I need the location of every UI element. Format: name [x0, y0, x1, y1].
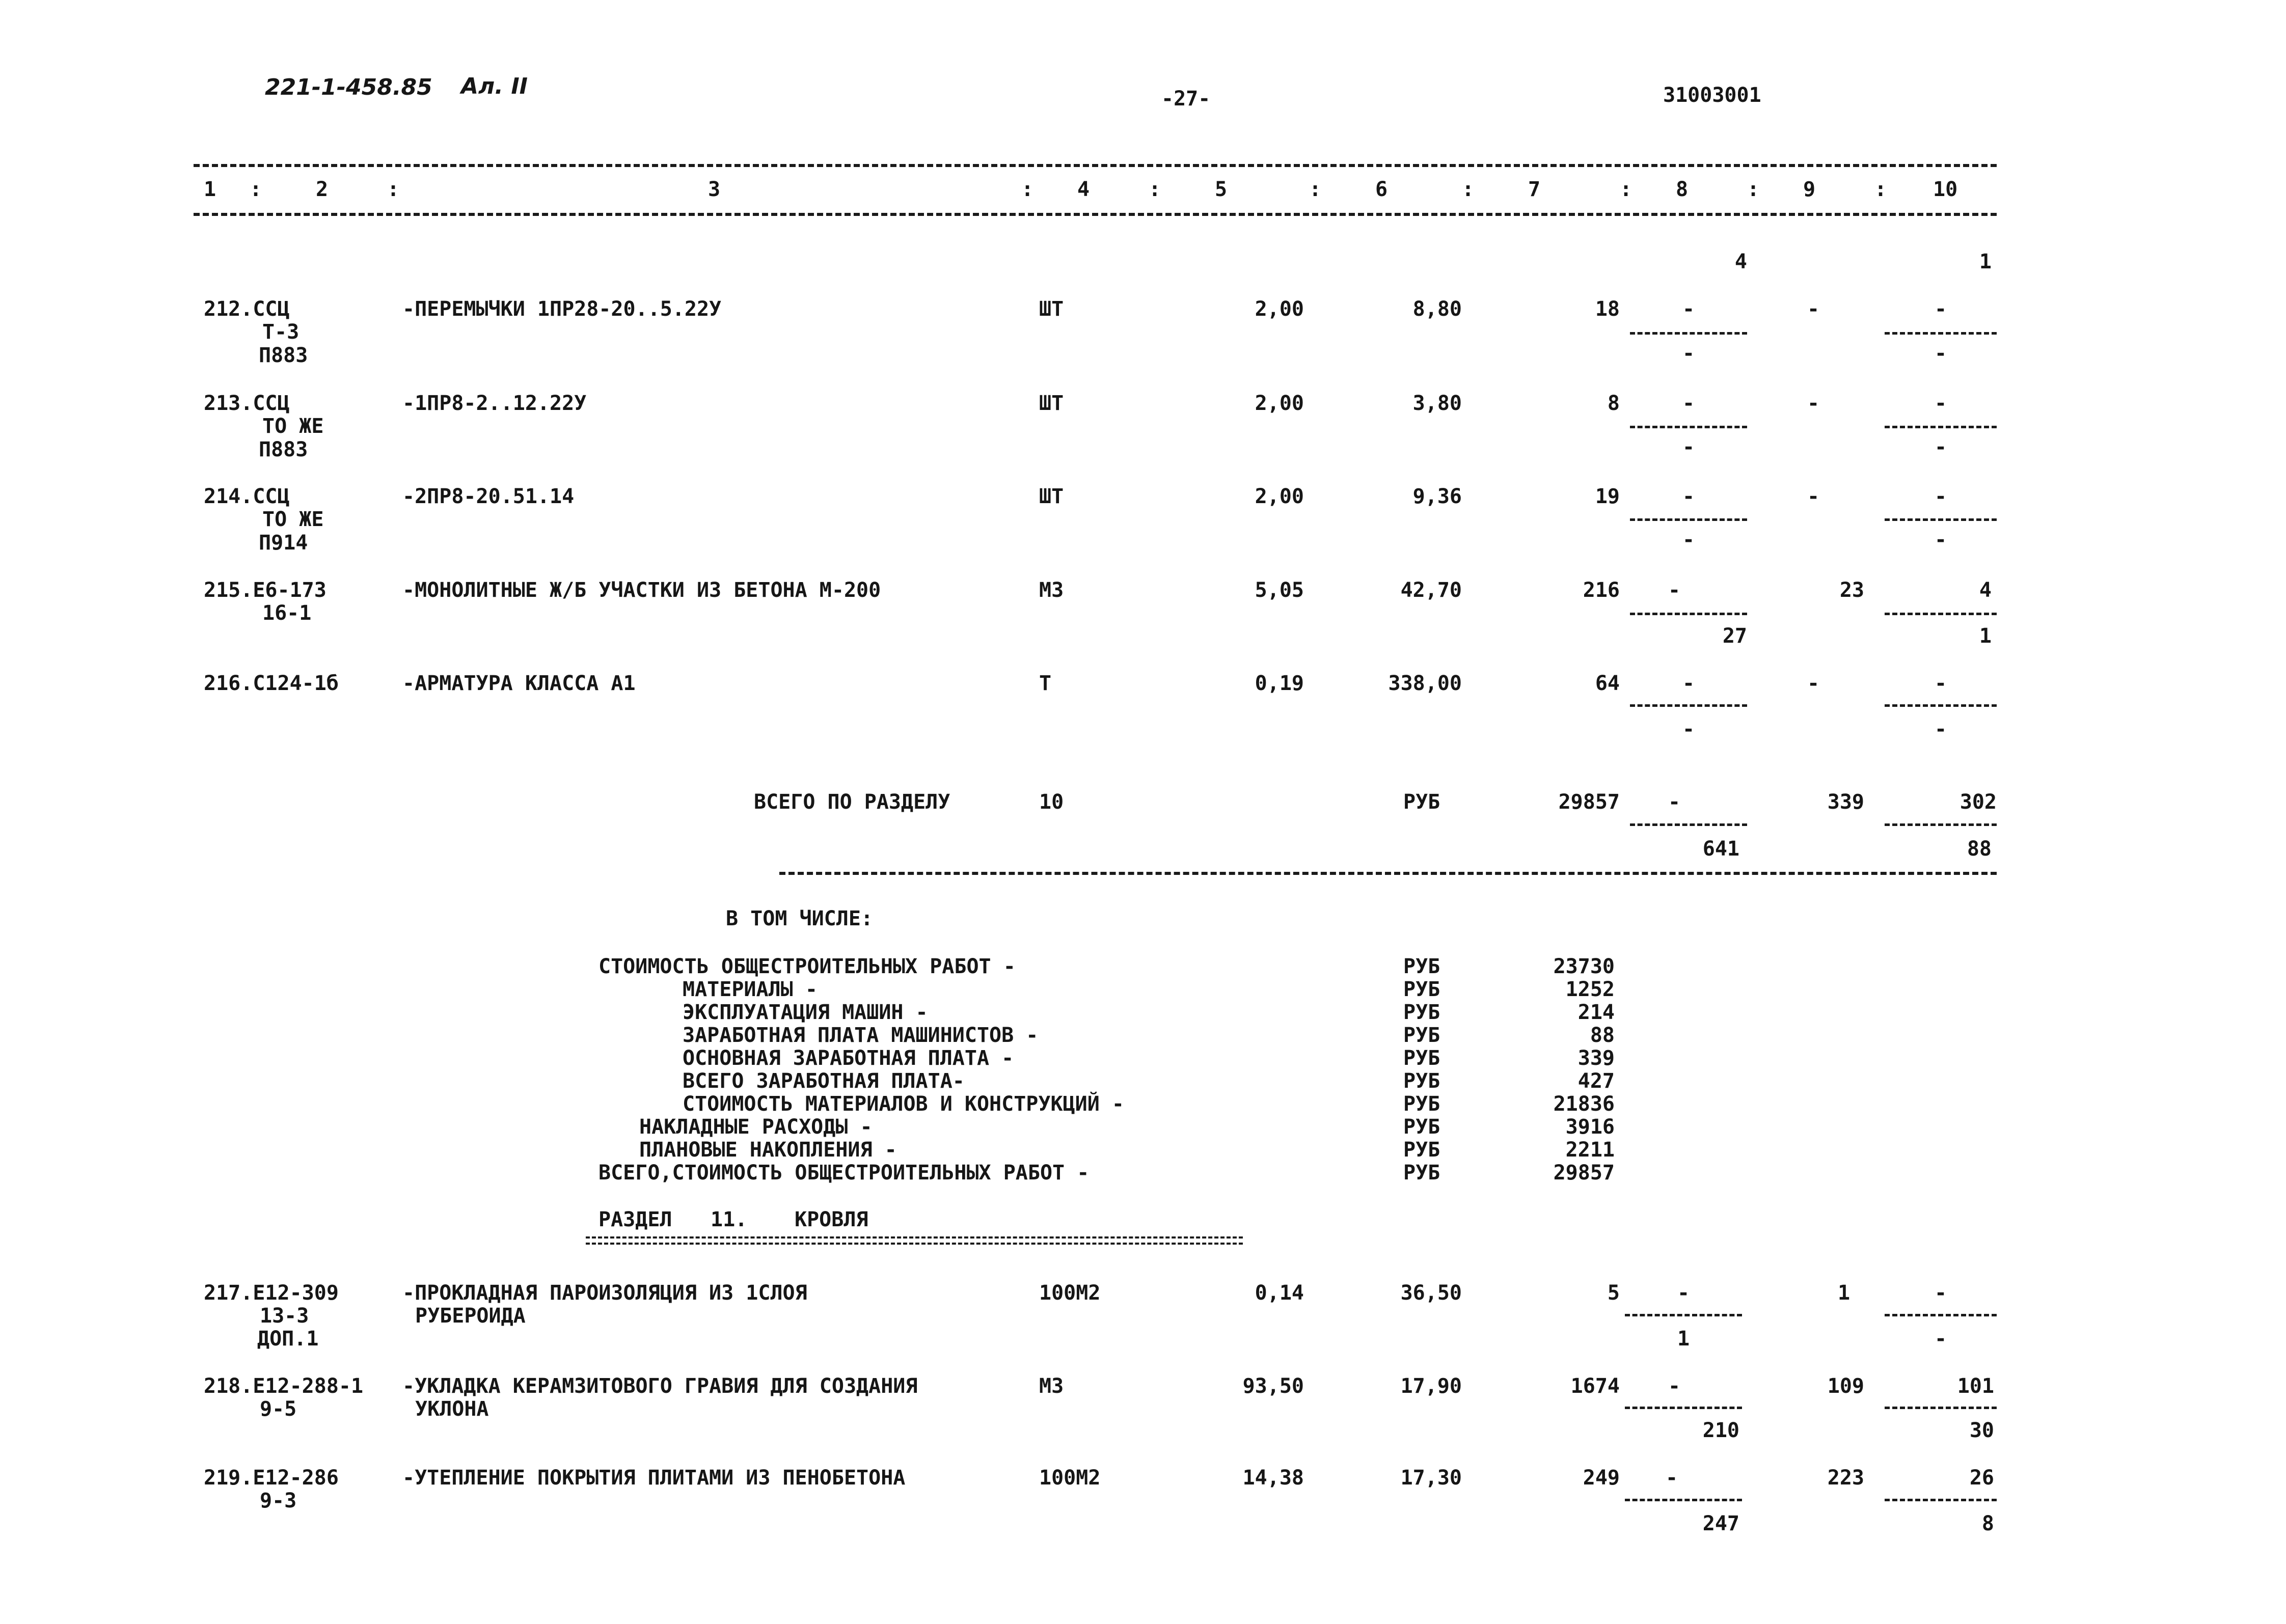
carry-col8: 4 — [1734, 250, 1747, 273]
breakdown-value: 3916 — [1565, 1115, 1615, 1139]
breakdown-title: В ТОМ ЧИСЛЕ: — [726, 907, 873, 930]
row-price: 36,50 — [1400, 1281, 1462, 1305]
breakdown-label: ЗАРАБОТНАЯ ПЛАТА МАШИНИСТОВ - — [683, 1024, 1039, 1047]
row-code: 214.ССЦ — [204, 485, 290, 508]
row-name: -АРМАТУРА КЛАССА А1 — [402, 672, 636, 695]
section-total-label: ВСЕГО ПО РАЗДЕЛУ — [754, 790, 950, 814]
breakdown-label: НАКЛАДНЫЕ РАСХОДЫ - — [639, 1115, 873, 1139]
col-header-4: 4 — [1077, 178, 1090, 201]
row-unit: ШТ — [1039, 297, 1064, 321]
row-name: -1ПР8-2..12.22У — [402, 392, 587, 415]
breakdown-label: ВСЕГО ЗАРАБОТНАЯ ПЛАТА- — [683, 1069, 965, 1093]
row-qty: 2,00 — [1255, 392, 1304, 415]
row-price: 8,80 — [1412, 297, 1462, 321]
col-header-8: 8 — [1676, 178, 1689, 201]
breakdown-value: 2211 — [1565, 1138, 1615, 1162]
row-qty: 93,50 — [1242, 1374, 1304, 1398]
row-total: 5 — [1607, 1281, 1620, 1305]
breakdown-value: 214 — [1577, 1001, 1615, 1024]
row-code: 218.Е12-288-1 — [204, 1374, 364, 1398]
row-unit: М3 — [1039, 579, 1064, 602]
row-unit: 100М2 — [1039, 1466, 1101, 1490]
doc-code: 221-1-458.85 — [265, 74, 432, 100]
table-header-rule — [194, 213, 1997, 216]
row-price: 17,30 — [1400, 1466, 1462, 1490]
row-price: 338,00 — [1388, 672, 1462, 695]
col-header-6: 6 — [1375, 178, 1388, 201]
row-code: 217.Е12-309 — [204, 1281, 339, 1305]
col-header-7: 7 — [1528, 178, 1541, 201]
row-unit: Т — [1039, 672, 1052, 695]
row-price: 17,90 — [1400, 1374, 1462, 1398]
breakdown-value: 427 — [1577, 1069, 1615, 1093]
row-qty: 14,38 — [1242, 1466, 1304, 1490]
col-header-5: 5 — [1215, 178, 1228, 201]
row-name: -УКЛАДКА КЕРАМЗИТОВОГО ГРАВИЯ ДЛЯ СОЗДАНИЯ — [402, 1374, 918, 1398]
row-total: 19 — [1595, 485, 1620, 508]
row-name: -ПЕРЕМЫЧКИ 1ПР28-20..5.22У — [402, 297, 722, 321]
section-total-value: 29857 — [1558, 790, 1620, 814]
breakdown-value: 29857 — [1553, 1161, 1615, 1185]
row-unit: ШТ — [1039, 392, 1064, 415]
row-qty: 5,05 — [1255, 579, 1304, 602]
row-code: 212.ССЦ — [204, 297, 290, 321]
album-number: Ал. II — [461, 73, 528, 99]
section-name: КРОВЛЯ — [795, 1208, 868, 1231]
breakdown-label: ВСЕГО,СТОИМОСТЬ ОБЩЕСТРОИТЕЛЬНЫХ РАБОТ - — [598, 1161, 1090, 1185]
row-price: 3,80 — [1412, 392, 1462, 415]
sheet-code: 31003001 — [1663, 84, 1761, 107]
breakdown-value: 339 — [1577, 1047, 1615, 1070]
breakdown-label: ПЛАНОВЫЕ НАКОПЛЕНИЯ - — [639, 1138, 897, 1162]
row-unit: М3 — [1039, 1374, 1064, 1398]
row-code: 215.Е6-173 — [204, 579, 326, 602]
col-header-2: 2 — [316, 178, 329, 201]
col-header-1: 1 — [204, 178, 216, 201]
row-name: -УТЕПЛЕНИЕ ПОКРЫТИЯ ПЛИТАМИ ИЗ ПЕНОБЕТОНА — [402, 1466, 906, 1490]
breakdown-value: 1252 — [1565, 978, 1615, 1001]
breakdown-value: 23730 — [1553, 955, 1615, 978]
row-qty: 0,19 — [1255, 672, 1304, 695]
section-underline — [586, 1236, 1243, 1238]
breakdown-value: 21836 — [1553, 1092, 1615, 1116]
row-code: 219.Е12-286 — [204, 1466, 339, 1490]
section-total-rule — [779, 872, 1997, 875]
row-total: 64 — [1595, 672, 1620, 695]
row-price: 42,70 — [1400, 579, 1462, 602]
row-name: -МОНОЛИТНЫЕ Ж/Б УЧАСТКИ ИЗ БЕТОНА М-200 — [402, 579, 881, 602]
breakdown-label: СТОИМОСТЬ МАТЕРИАЛОВ И КОНСТРУКЦИЙ - — [683, 1092, 1124, 1116]
row-total: 8 — [1607, 392, 1620, 415]
row-total: 249 — [1583, 1466, 1620, 1490]
page-number: -27- — [1161, 87, 1211, 111]
row-unit: ШТ — [1039, 485, 1064, 508]
breakdown-label: СТОИМОСТЬ ОБЩЕСТРОИТЕЛЬНЫХ РАБОТ - — [598, 955, 1016, 978]
row-code: 216.С124-1б — [204, 672, 339, 695]
col-header-10: 10 — [1933, 178, 1958, 201]
breakdown-value: 88 — [1590, 1024, 1615, 1047]
row-total: 18 — [1595, 297, 1620, 321]
breakdown-label: ЭКСПЛУАТАЦИЯ МАШИН - — [683, 1001, 928, 1024]
carry-col10: 1 — [1979, 250, 1992, 273]
col-header-3: 3 — [708, 178, 721, 201]
table-top-rule — [194, 164, 1997, 167]
col-header-9: 9 — [1803, 178, 1816, 201]
row-price: 9,36 — [1412, 485, 1462, 508]
row-total: 1674 — [1570, 1374, 1620, 1398]
breakdown-label: МАТЕРИАЛЫ - — [683, 978, 818, 1001]
row-unit: 100М2 — [1039, 1281, 1101, 1305]
row-qty: 0,14 — [1255, 1281, 1304, 1305]
row-code: 213.ССЦ — [204, 392, 290, 415]
row-name: -2ПР8-20.51.14 — [402, 485, 575, 508]
row-qty: 2,00 — [1255, 297, 1304, 321]
row-name: -ПРОКЛАДНАЯ ПАРОИЗОЛЯЦИЯ ИЗ 1СЛОЯ — [402, 1281, 807, 1305]
breakdown-label: ОСНОВНАЯ ЗАРАБОТНАЯ ПЛАТА - — [683, 1047, 1014, 1070]
row-total: 216 — [1583, 579, 1620, 602]
row-qty: 2,00 — [1255, 485, 1304, 508]
